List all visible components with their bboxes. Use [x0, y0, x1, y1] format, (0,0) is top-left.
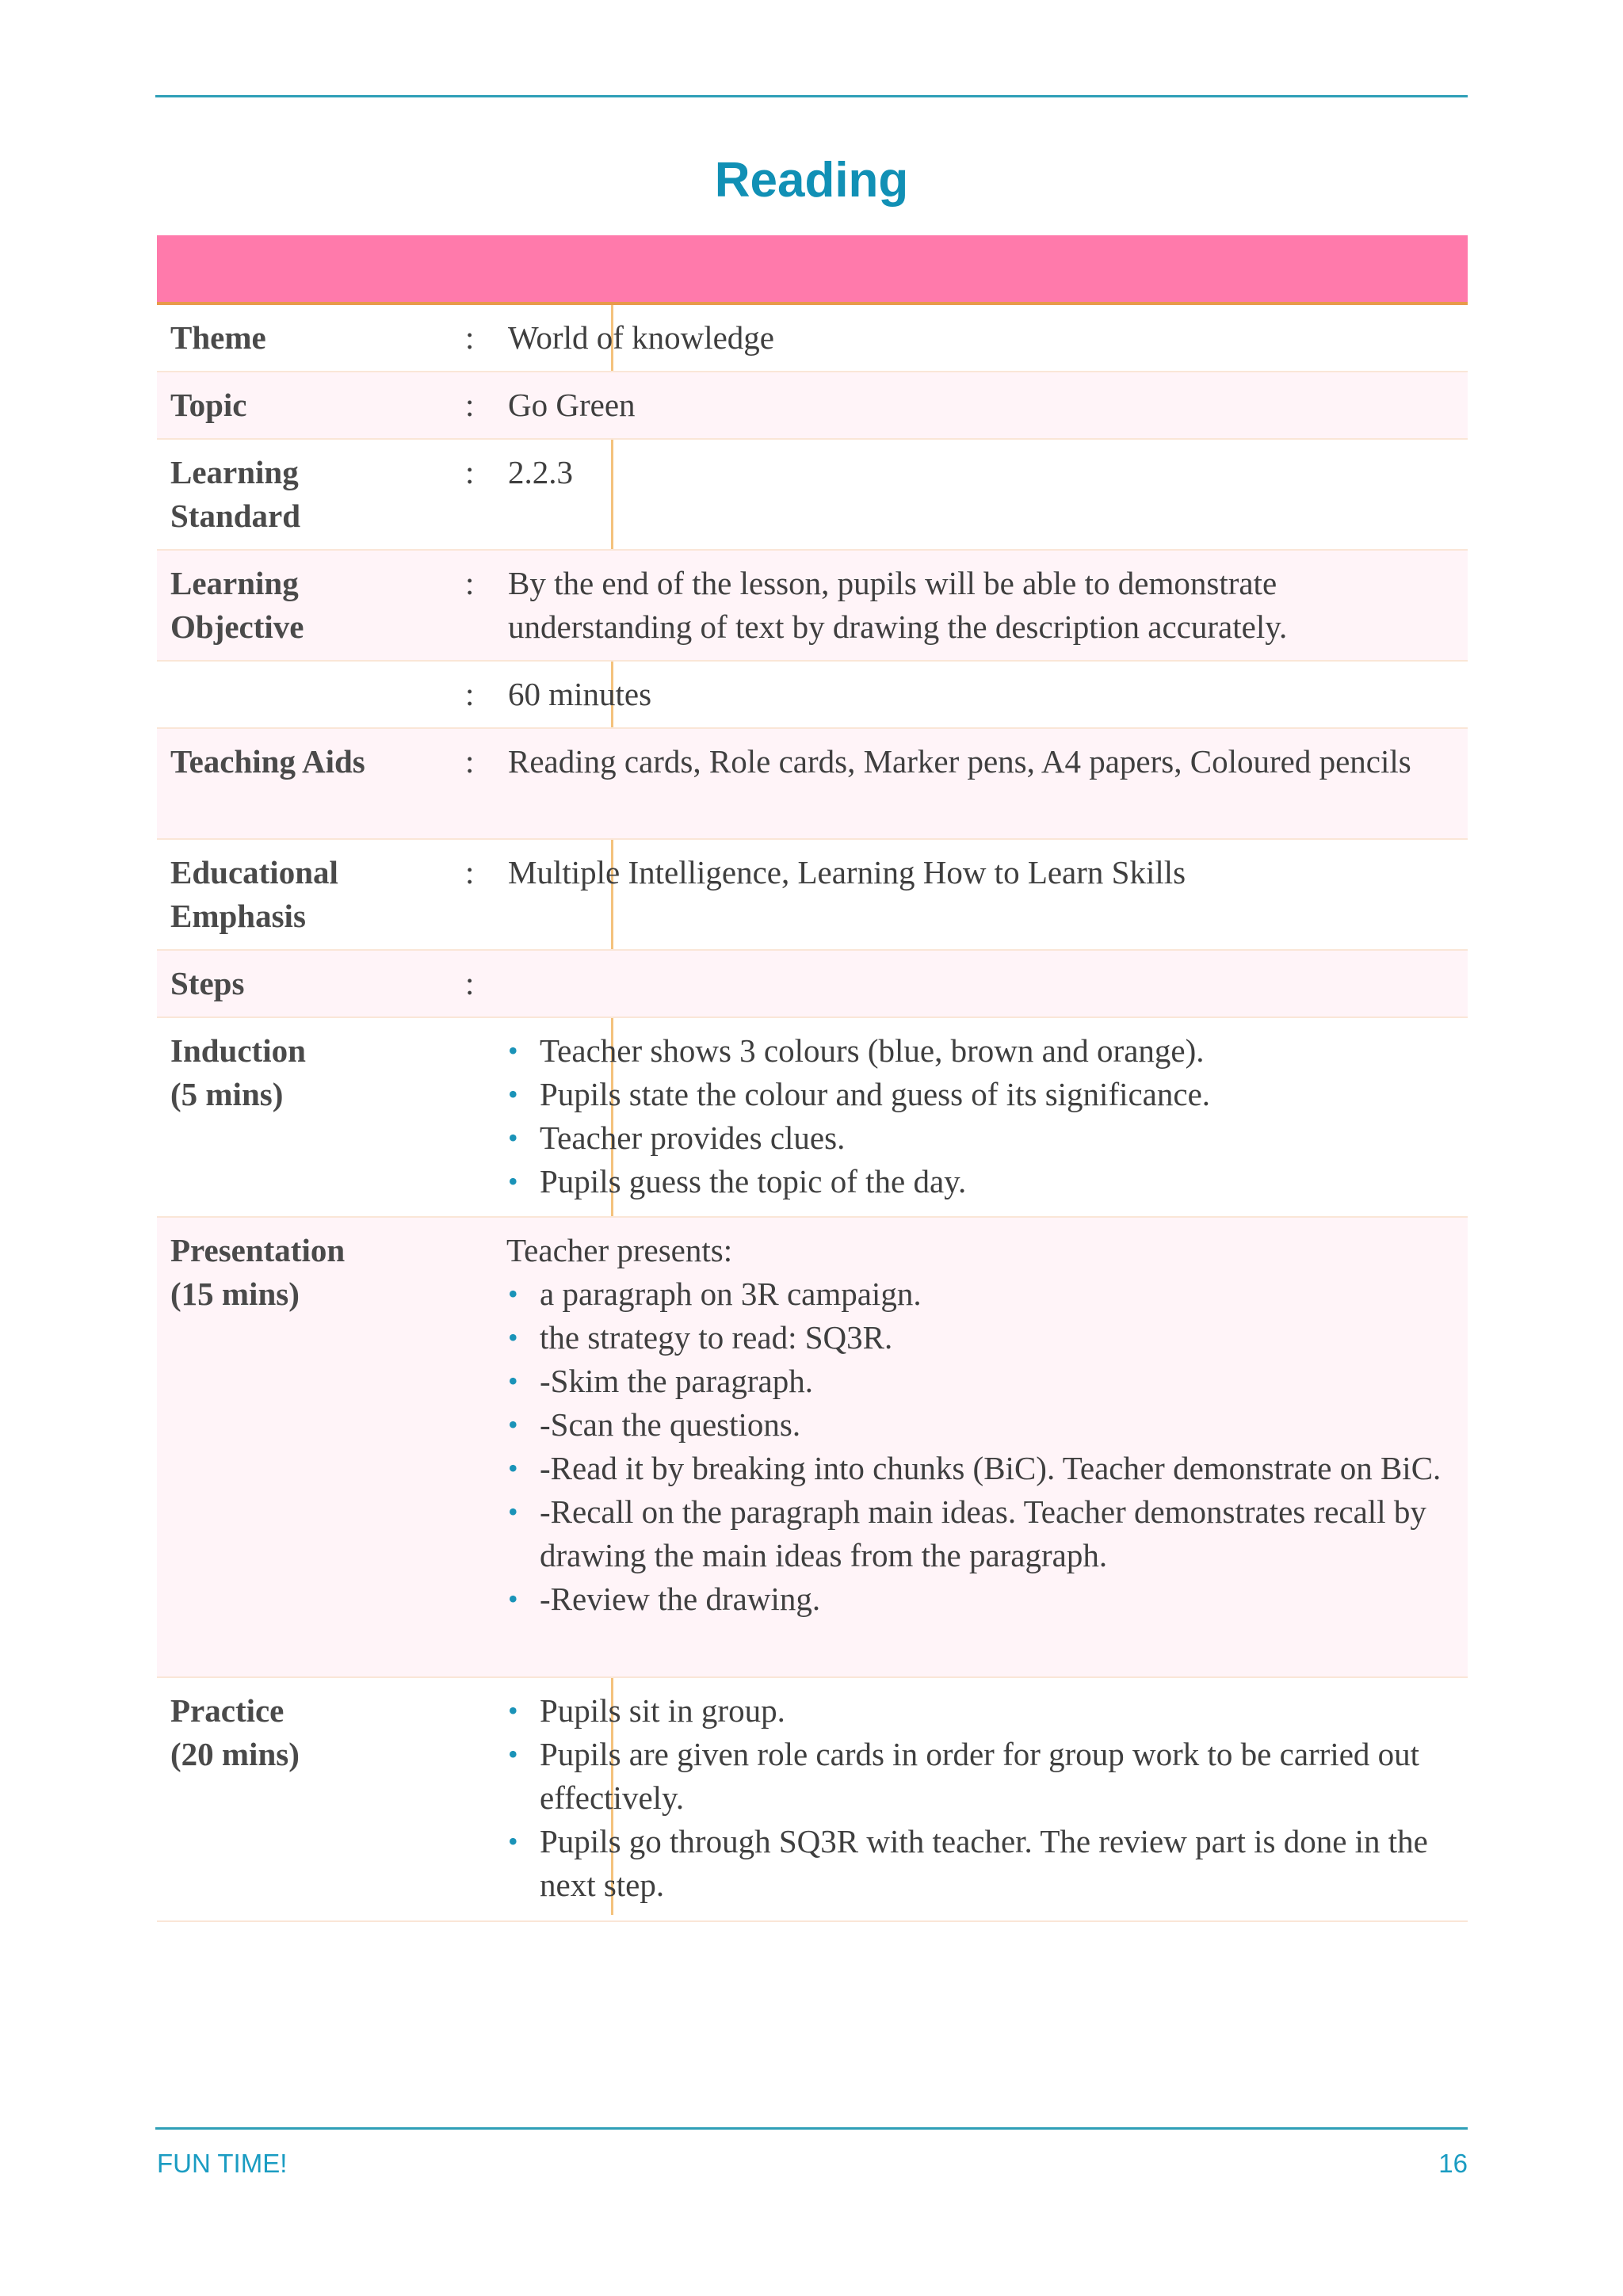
row-colon: :	[465, 965, 475, 1001]
step-duration: (20 mins)	[170, 1736, 300, 1772]
row-steps	[157, 951, 1468, 1018]
step-content	[506, 1018, 1468, 1216]
footer-book-title: FUN TIME!	[157, 2149, 288, 2178]
row-label: Theme	[170, 319, 266, 356]
step-duration: (15 mins)	[170, 1276, 300, 1312]
step-name: Presentation	[170, 1232, 346, 1268]
row-colon: :	[465, 387, 475, 423]
list-item: • Teacher provides clues.	[506, 1116, 1444, 1160]
step-name: Practice	[170, 1692, 285, 1729]
row-colon: :	[465, 854, 475, 891]
row-value: World of knowledge	[508, 319, 775, 356]
list-item: • -Review the drawing.	[506, 1577, 1444, 1621]
row-topic	[157, 372, 1468, 440]
row-colon: :	[465, 454, 475, 490]
row-learning-standard	[157, 440, 1468, 551]
list-item: • Pupils are given role cards in order for group work to be carried out effectively.	[506, 1733, 1444, 1820]
list-item: • -Recall on the paragraph main ideas. Teacher demonstrates recall by drawing the main ideas from the paragraph.	[506, 1490, 1444, 1577]
header-bar	[157, 235, 1468, 305]
row-value: Go Green	[508, 387, 636, 423]
row-colon: :	[465, 319, 475, 356]
page-title: Reading	[714, 153, 909, 208]
row-colon: :	[465, 676, 475, 712]
row-label: Learning Standard	[170, 454, 301, 534]
row-learning-objective	[157, 551, 1468, 662]
lesson-plan-table	[157, 305, 1468, 1922]
bottom-rule	[155, 2127, 1468, 2130]
row-educational-emphasis	[157, 840, 1468, 951]
list-item: • a paragraph on 3R campaign.	[506, 1272, 1444, 1316]
row-colon: :	[465, 565, 475, 601]
row-label: Steps	[170, 965, 245, 1001]
row-theme	[157, 305, 1468, 372]
step-presentation	[157, 1218, 1468, 1678]
list-item: • the strategy to read: SQ3R.	[506, 1316, 1444, 1360]
step-content	[506, 1678, 1468, 1920]
step-induction	[157, 1018, 1468, 1218]
row-value: 2.2.3	[508, 454, 573, 490]
step-content	[506, 1218, 1468, 1634]
row-label: Learning Objective	[170, 565, 304, 645]
bullet-list	[506, 1272, 1444, 1621]
row-teaching-aids	[157, 729, 1468, 840]
list-item: • -Scan the questions.	[506, 1403, 1444, 1447]
list-item: • -Read it by breaking into chunks (BiC). Teacher demonstrate on BiC.	[506, 1447, 1444, 1490]
bullet-list	[506, 1029, 1444, 1203]
step-name: Induction	[170, 1032, 306, 1069]
row-value: Multiple Intelligence, Learning How to Learn Skills	[508, 854, 1186, 891]
list-item: • Pupils sit in group.	[506, 1689, 1444, 1733]
list-item: • -Skim the paragraph.	[506, 1360, 1444, 1403]
bullet-list	[506, 1689, 1444, 1907]
step-intro: Teacher presents:	[506, 1232, 733, 1268]
row-value: Reading cards, Role cards, Marker pens, A4 papers, Coloured pencils	[508, 743, 1411, 780]
list-item: • Teacher shows 3 colours (blue, brown and orange).	[506, 1029, 1444, 1073]
row-label: Teaching Aids	[170, 743, 365, 780]
row-label: Educational Emphasis	[170, 854, 338, 934]
list-item: • Pupils guess the topic of the day.	[506, 1160, 1444, 1203]
list-item: • Pupils state the colour and guess of its significance.	[506, 1073, 1444, 1116]
step-practice	[157, 1678, 1468, 1922]
row-value	[508, 951, 1468, 1018]
page-number: 16	[1438, 2149, 1468, 2178]
row-value: 60 minutes	[508, 676, 652, 712]
row-label: Topic	[170, 387, 247, 423]
top-rule	[155, 95, 1468, 97]
list-item: • Pupils go through SQ3R with teacher. The review part is done in the next step.	[506, 1820, 1444, 1907]
row-colon: :	[465, 743, 475, 780]
row-value: By the end of the lesson, pupils will be able to demonstrate understanding of text by drawing the description accurately.	[508, 565, 1288, 645]
row-duration	[157, 662, 1468, 729]
step-duration: (5 mins)	[170, 1076, 284, 1112]
